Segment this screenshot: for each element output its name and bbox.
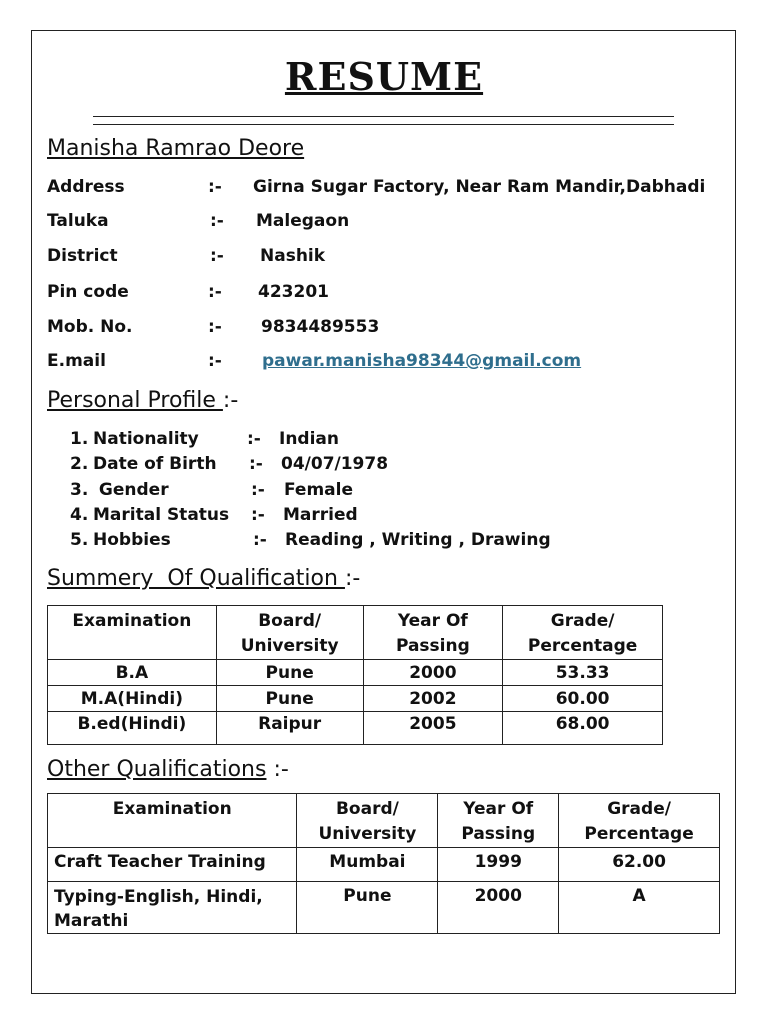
- gender-value: Female: [284, 480, 353, 500]
- cell-board: Pune: [216, 660, 363, 686]
- other-qualifications-suffix: :-: [266, 757, 289, 782]
- col-year: Year Of Passing: [363, 606, 503, 660]
- address-value: Girna Sugar Factory, Near Ram Mandir,Dabhadi: [253, 177, 706, 197]
- gender-sep: :-: [251, 480, 265, 500]
- district-label: District: [47, 246, 118, 266]
- cell-board: Mumbai: [297, 848, 438, 882]
- cell-exam: B.ed(Hindi): [48, 712, 217, 745]
- taluka-sep: :-: [210, 211, 224, 231]
- marital-sep: :-: [251, 505, 265, 525]
- taluka-label: Taluka: [47, 211, 109, 231]
- qualification-suffix: :-: [344, 566, 361, 591]
- table-header-row: [48, 794, 720, 848]
- marital-label: Marital Status: [93, 505, 230, 525]
- gender-label: Gender: [93, 480, 169, 500]
- cell-exam: M.A(Hindi): [48, 686, 217, 712]
- email-label: E.mail: [47, 351, 106, 371]
- table-row: [48, 660, 663, 686]
- taluka-value: Malegaon: [256, 211, 350, 231]
- table-header-row: [48, 606, 663, 660]
- title-double-rule: [93, 116, 674, 125]
- mobile-label: Mob. No.: [47, 317, 133, 337]
- cell-year: 2005: [363, 712, 503, 745]
- cell-exam: B.A: [48, 660, 217, 686]
- nationality-label: Nationality: [93, 429, 199, 449]
- profile-item-num: 2.: [70, 454, 89, 474]
- pincode-value: 423201: [258, 282, 329, 302]
- table-row: [48, 882, 720, 934]
- candidate-name: Manisha Ramrao Deore: [47, 136, 305, 161]
- cell-year: 2000: [438, 882, 559, 934]
- nationality-value: Indian: [279, 429, 339, 449]
- pincode-label: Pin code: [47, 282, 129, 302]
- nationality-sep: :-: [247, 429, 261, 449]
- pincode-sep: :-: [208, 282, 222, 302]
- cell-board: Pune: [297, 882, 438, 934]
- cell-board: Pune: [216, 686, 363, 712]
- personal-profile-suffix: :-: [222, 388, 239, 413]
- hobbies-sep: :-: [253, 530, 267, 550]
- qualification-title: Summery Of Qualification: [47, 566, 345, 591]
- cell-year: 1999: [438, 848, 559, 882]
- col-board: Board/ University: [216, 606, 363, 660]
- profile-item-num: 5.: [70, 530, 89, 550]
- cell-grade: 53.33: [503, 660, 663, 686]
- cell-grade: 60.00: [503, 686, 663, 712]
- col-board: Board/ University: [297, 794, 438, 848]
- hobbies-value: Reading , Writing , Drawing: [285, 530, 551, 550]
- cell-exam: Typing-English, Hindi, Marathi: [48, 882, 297, 934]
- cell-grade: 62.00: [559, 848, 720, 882]
- qualification-heading: [47, 566, 360, 591]
- marital-value: Married: [283, 505, 358, 525]
- cell-year: 2000: [363, 660, 503, 686]
- qualification-table: [47, 605, 663, 745]
- address-label: Address: [47, 177, 125, 197]
- table-row: [48, 712, 663, 745]
- address-sep: :-: [208, 177, 222, 197]
- district-sep: :-: [210, 246, 224, 266]
- col-examination: Examination: [48, 794, 297, 848]
- col-grade: Grade/ Percentage: [503, 606, 663, 660]
- dob-sep: :-: [249, 454, 263, 474]
- other-qualifications-table: [47, 793, 720, 934]
- profile-item-num: 3.: [70, 480, 89, 500]
- col-grade: Grade/ Percentage: [559, 794, 720, 848]
- email-sep: :-: [208, 351, 222, 371]
- email-link[interactable]: pawar.manisha98344@gmail.com: [262, 351, 582, 371]
- col-year: Year Of Passing: [438, 794, 559, 848]
- cell-grade: 68.00: [503, 712, 663, 745]
- table-row: [48, 686, 663, 712]
- col-examination: Examination: [48, 606, 217, 660]
- dob-label: Date of Birth: [93, 454, 217, 474]
- hobbies-label: Hobbies: [93, 530, 171, 550]
- dob-value: 04/07/1978: [281, 454, 389, 474]
- cell-grade: A: [559, 882, 720, 934]
- resume-title: RESUME: [284, 54, 484, 99]
- district-value: Nashik: [260, 246, 326, 266]
- mobile-sep: :-: [208, 317, 222, 337]
- table-row: [48, 848, 720, 882]
- other-qualifications-title: Other Qualifications: [47, 757, 267, 782]
- mobile-value: 9834489553: [261, 317, 380, 337]
- profile-item-num: 4.: [70, 505, 89, 525]
- cell-exam: Craft Teacher Training: [48, 848, 297, 882]
- personal-profile-title: Personal Profile: [47, 388, 223, 413]
- other-qualifications-heading: [47, 757, 289, 782]
- cell-board: Raipur: [216, 712, 363, 745]
- cell-year: 2002: [363, 686, 503, 712]
- profile-item-num: 1.: [70, 429, 89, 449]
- personal-profile-heading: [47, 388, 238, 413]
